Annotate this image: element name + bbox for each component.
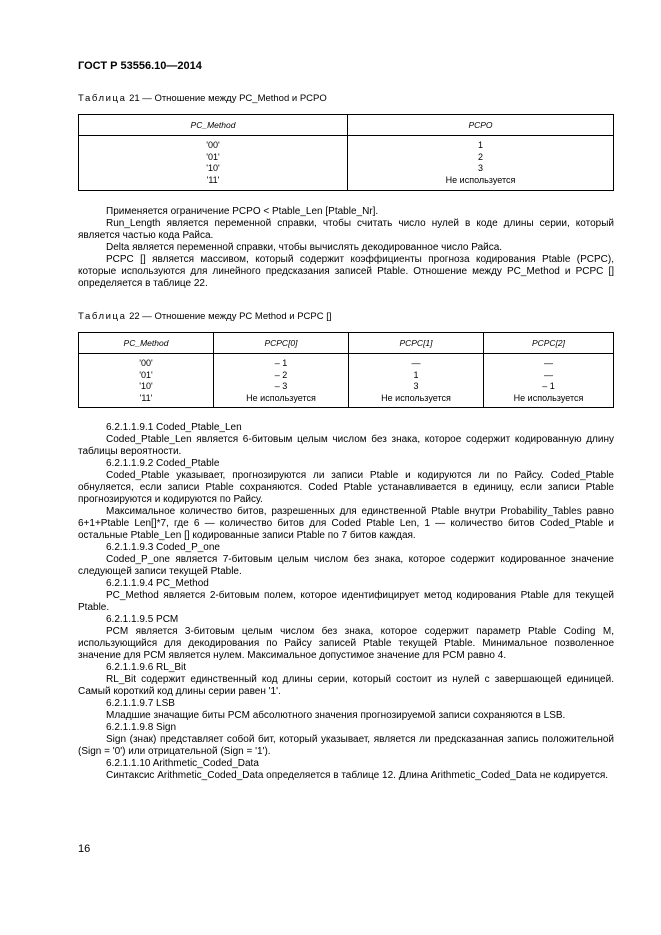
paragraph: PCM является 3-битовым целым числом без знака, которое содержит параметр Ptable Coding M, использующийся для декодирования по Райсу записей Ptable текущей Ptable. Минимальное позволенное значение для PCM является нулем. Максимальное допустимое значение для PCM равно 4. [78, 626, 614, 661]
section-heading: 6.2.1.1.10 Arithmetic_Coded_Data [106, 758, 259, 769]
caption-text: 21 — Отношение между PC_Method и PCPO [126, 93, 327, 104]
table22 [78, 332, 614, 408]
table-cell: – 2 [274, 369, 288, 380]
table21-caption [78, 93, 327, 104]
section-heading: 6.2.1.1.9.6 RL_Bit [106, 662, 187, 673]
table22-header-pc-method: PC_Method [79, 333, 214, 354]
table-cell: '01' [206, 151, 220, 162]
paragraph: PC_Method является 2-битовым полем, которое идентифицирует метод кодирования Ptable для текущей Ptable. [78, 590, 614, 613]
table-cell: 3 [477, 163, 483, 173]
table-cell: '00' [206, 140, 220, 150]
caption-text: 22 — Отношение между PC Method и PCPC [] [126, 311, 332, 322]
table-cell: — [544, 369, 553, 380]
table-label: Таблица [78, 93, 127, 104]
table-cell: '11' [139, 392, 153, 403]
table-cell: Не используется [513, 392, 584, 403]
table-cell: – 1 [274, 358, 288, 368]
table22-col-pc-method [79, 354, 214, 408]
paragraph: Младшие значащие биты PCM абсолютного значения прогнозируемой записи сохраняются в LSB. [106, 710, 566, 721]
paragraph: Sign (знак) представляет собой бит, который указывает, является ли предсказанная запись положительной (Sign = '0') или отрицательной (Sign = '1'). [78, 734, 614, 757]
table21-col-pc-method [79, 136, 348, 191]
table-cell: 3 [413, 381, 419, 391]
table21-col-pcpo [348, 136, 614, 191]
document-header: ГОСТ Р 53556.10—2014 [78, 60, 202, 72]
paragraph: Coded_P_one является 7-битовым целым числом без знака, которое содержит кодированное значение следующей записи текущей Ptable. [78, 554, 614, 577]
table22-col-pcpc1 [349, 354, 484, 408]
section-heading: 6.2.1.1.9.4 PC_Method [106, 578, 209, 589]
table-cell: Не используется [381, 392, 451, 403]
paragraph: RL_Bit содержит единственный код длины серии, который состоит из нулей с завершающей единицей. Самый короткий код длины серии равен '1'. [78, 674, 614, 697]
table22-header-pcpc1: PCPC[1] [349, 333, 484, 354]
table21-header-pc-method: PC_Method [79, 115, 348, 136]
paragraph: Максимальное количество битов, разрешенных для единственной Ptable внутри Probability_Tables равно 6+1+Ptable Len[]*7, где 6 — количество битов для Coded Ptable Len, 1 — количество битов Coded_Ptable и остальные Ptable_Len [] кодированные записи Ptable по 7 битов каждая. [78, 506, 614, 541]
table21-header-pcpo: PCPO [348, 115, 614, 136]
table22-col-pcpc2 [484, 354, 614, 408]
text-block-1 [78, 206, 614, 290]
paragraph: PCPC [] является массивом, который содержит коэффициенты прогноза кодирования Ptable (PCPC), которые используются для линейного предсказания записей Ptable. Отношение между PC_Method и PCPC [] определяется в таблице 22. [78, 254, 614, 289]
paragraph: Coded_Ptable указывает, прогнозируются ли записи Ptable и кодируются ли по Райсу. Coded_Ptable обнуляется, если записи Ptable сохраняются. Coded Ptable устанавливается в единицу, если записи Ptable прогнозируются и кодируются по Райсу. [78, 470, 614, 505]
table-cell: 2 [477, 151, 483, 162]
table-cell: — [544, 358, 553, 368]
section-heading: 6.2.1.1.9.3 Coded_P_one [106, 542, 220, 553]
table-cell: '10' [139, 381, 153, 391]
paragraph: Delta является переменной справки, чтобы вычислять декодированное число Райса. [106, 242, 503, 253]
table-cell: '01' [139, 369, 153, 380]
table22-header-pcpc0: PCPC[0] [214, 333, 349, 354]
section-heading: 6.2.1.1.9.7 LSB [106, 698, 175, 709]
table-cell: – 3 [274, 381, 288, 391]
section-heading: 6.2.1.1.9.1 Coded_Ptable_Len [106, 422, 242, 433]
paragraph: Синтаксис Arithmetic_Coded_Data определяется в таблице 12. Длина Arithmetic_Coded_Data не кодируется. [106, 770, 609, 781]
table-cell: Не используется [445, 174, 516, 185]
table-cell: — [411, 358, 421, 368]
paragraph: Run_Length является переменной справки, чтобы считать число нулей в коде длины серии, который является частью кода Райса. [78, 218, 614, 241]
section-heading: 6.2.1.1.9.2 Coded_Ptable [106, 458, 220, 469]
table22-header-pcpc2: PCPC[2] [484, 333, 614, 354]
page-number: 16 [78, 843, 91, 855]
section-heading: 6.2.1.1.9.8 Sign [106, 722, 177, 733]
paragraph: Применяется ограничение PCPO < Ptable_Len [Ptable_Nr]. [106, 206, 379, 217]
paragraph: Coded_Ptable_Len является 6-битовым целым числом без знака, которое содержит кодированную длину таблицы вероятности. [78, 434, 614, 457]
table-cell: 1 [413, 369, 419, 380]
table-cell: '00' [139, 358, 153, 368]
table-cell: '10' [206, 163, 220, 173]
text-block-2 [78, 422, 614, 782]
table-cell: – 1 [542, 381, 555, 391]
table22-caption [78, 311, 332, 322]
table21 [78, 114, 614, 191]
table-cell: 1 [477, 140, 483, 150]
section-heading: 6.2.1.1.9.5 PCM [106, 614, 179, 625]
table-cell: '11' [206, 174, 220, 185]
table22-col-pcpc0 [214, 354, 349, 408]
table-cell: Не используется [246, 392, 316, 403]
table-label: Таблица [78, 311, 127, 322]
